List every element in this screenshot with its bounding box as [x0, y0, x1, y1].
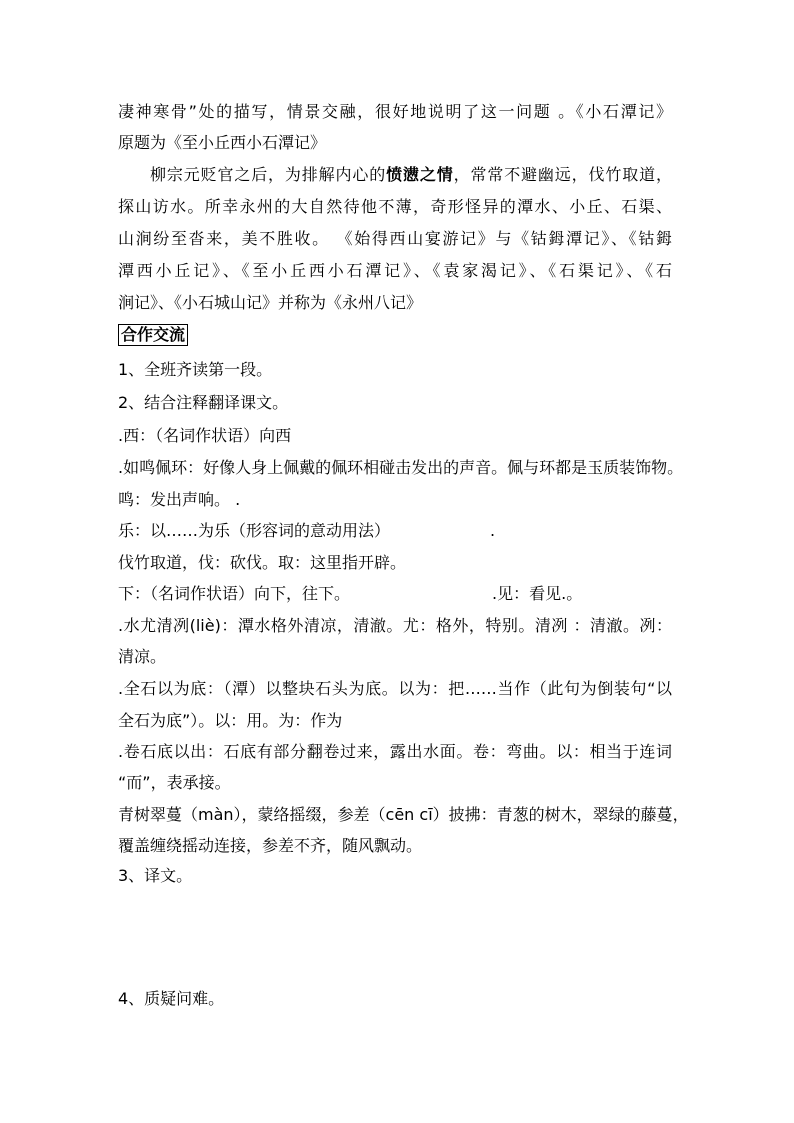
note-le-text: 乐：以……为乐（形容词的意动用法） [118, 521, 391, 540]
note-juan-2: “而”，表承接。 [118, 773, 231, 792]
step-1: 1、全班齐读第一段。 [118, 360, 273, 379]
intro-line-1: 凄神寒骨”处的描写，情景交融，很好地说明了这一问题 。《小石潭记》 [118, 102, 672, 121]
step-4: 4、质疑问难。 [118, 989, 225, 1008]
note-le-mark: . [490, 521, 496, 540]
background-line-3: 山涧纷至沓来，美不胜收。 《始得西山宴游记》与《钴鉧潭记》、《钴鉧 [118, 229, 672, 248]
intro-line-2: 原题为《至小丘西小石潭记》 [118, 133, 327, 152]
background-line-2: 探山访水。所幸永州的大自然待他不薄，奇形怪异的潭水、小丘、石渠、 [118, 197, 672, 216]
step-3: 3、译文。 [118, 866, 193, 885]
note-ruming-2: 鸣：发出声响。 . [118, 490, 241, 509]
note-jian-text: .见：看见.。 [492, 584, 583, 603]
background-text-b: ，常常不避幽远，伐竹取道， [453, 165, 672, 184]
note-qing-1: 青树翠蔓（màn），蒙络摇缀，参差（cēn cī）披拂：青葱的树木，翠绿的藤蔓， [118, 805, 689, 824]
note-quan-1: .全石以为底：（潭）以整块石头为底。以为：把……当作（此句为倒装句“以 [118, 679, 672, 698]
note-xia [118, 582, 672, 606]
note-qing-2: 覆盖缠绕摇动连接，参差不齐，随风飘动。 [118, 836, 423, 855]
note-xia-text: 下：（名词作状语）向下，往下。 [118, 584, 351, 603]
background-line-5: 涧记》、《小石城山记》并称为《永州八记》 [118, 293, 423, 312]
background-line-1 [150, 163, 672, 187]
background-line-4: 潭西小丘记》、《至小丘西小石潭记》、《袁家渴记》、《石渠记》、《石 [118, 261, 672, 280]
note-fa: 伐竹取道，伐：砍伐。取：这里指开辟。 [118, 553, 407, 572]
note-ruming-1: .如鸣佩环：好像人身上佩戴的佩环相碰击发出的声音。佩与环都是玉质装饰物。 [118, 458, 684, 477]
section-heading-row [118, 323, 672, 347]
note-le [118, 519, 672, 543]
note-juan-1: .卷石底以出：石底有部分翻卷过来，露出水面。卷：弯曲。以：相当于连词 [118, 742, 672, 761]
background-text-a: 柳宗元贬官之后，为排解内心的 [150, 165, 387, 184]
note-xi: .西：（名词作状语）向西 [118, 426, 292, 445]
section-heading: 合作交流 [118, 324, 188, 346]
note-shui-1: .水尤清冽(liè)：潭水格外清凉，清澈。尤：格外，特别。清冽 ：清澈。冽： [118, 616, 672, 635]
note-quan-2: 全石为底”）。以：用。为：作为 [118, 711, 343, 730]
note-shui-2: 清凉。 [118, 647, 167, 666]
step-2: 2、结合注释翻译课文。 [118, 393, 289, 412]
emphasis-text: 愤懑之情 [386, 165, 454, 184]
